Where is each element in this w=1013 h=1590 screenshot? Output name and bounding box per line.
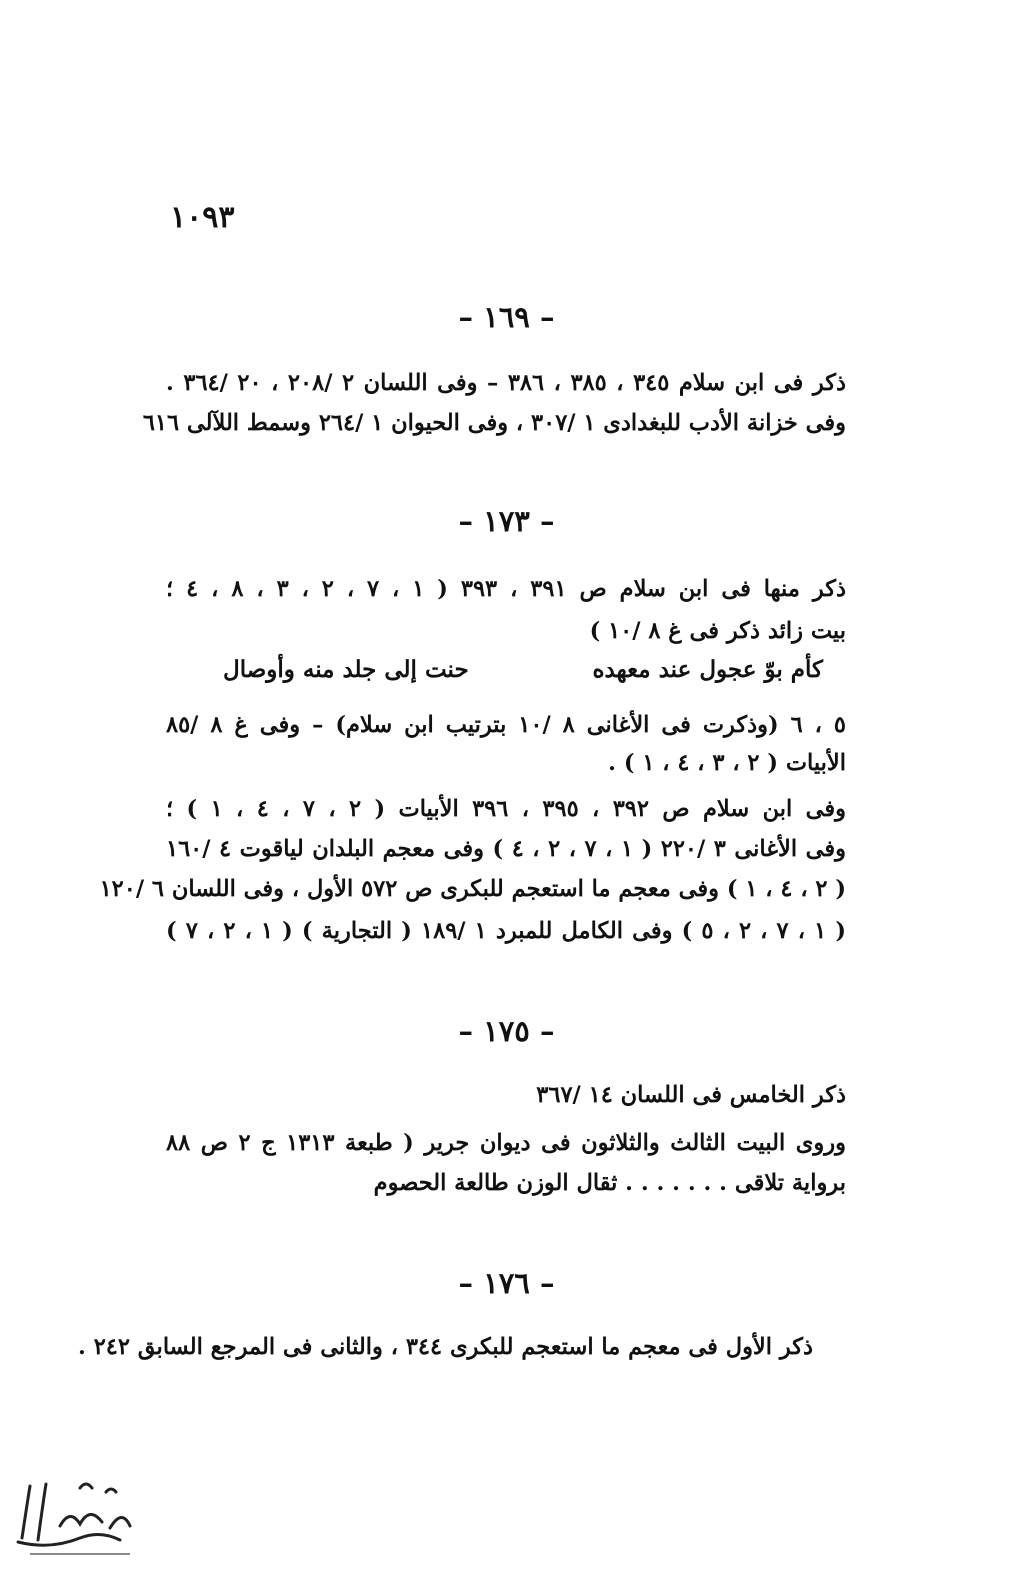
text-line: ذكر الأول فى معجم ما استعجم للبكرى ٣٤٤ ، والثانى فى المرجع السابق ٢٤٢ . [78, 1334, 813, 1360]
text-line: بيت زائد ذكر فى غ ٨ /١٠ ) [589, 618, 846, 644]
text-line: الأبيات ( ٢ ، ٣ ، ٤ ، ١ ) . [608, 750, 846, 776]
text-line: ( ١ ، ٧ ، ٢ ، ٥ ) وفى الكامل للمبرد ١ /١٨٩ ( التجارية ) ( ١ ، ٢ ، ٧ ) [166, 918, 846, 944]
section-heading-173: – ١٧٣ – [458, 504, 555, 538]
text-line: وفى الأغانى ٣ /٢٢٠ ( ١ ، ٧ ، ٢ ، ٤ ) وفى معجم البلدان لياقوت ٤ /١٦٠ [166, 836, 847, 862]
verse-first-hemistich: كأم بوّ عجول عند معهده [592, 656, 823, 683]
section-heading-169: – ١٦٩ – [458, 300, 555, 334]
text-line: وفى ابن سلام ص ٣٩٢ ، ٣٩٥ ، ٣٩٦ الأبيات ( ٢ ، ٧ ، ٤ ، ١ ) ؛ [166, 796, 846, 822]
text-line: برواية تلاقى . . . . . . . ثقال الوزن طالعة الحصوم [373, 1170, 846, 1196]
text-line: ذكر منها فى ابن سلام ص ٣٩١ ، ٣٩٣ ( ١ ، ٧ ، ٢ ، ٣ ، ٨ ، ٤ ؛ [166, 576, 846, 602]
text-line: وفى خزانة الأدب للبغدادى ١ /٣٠٧ ، وفى الحيوان ١ /٢٦٤ وسمط اللآلى ٦١٦ [142, 410, 846, 436]
text-line: ذكر الخامس فى اللسان ١٤ /٣٦٧ [536, 1082, 846, 1108]
text-line: ذكر فى ابن سلام ٣٤٥ ، ٣٨٥ ، ٣٨٦ – وفى اللسان ٢ /٢٠٨ ، ٢٠ /٣٦٤ . [166, 370, 846, 396]
text-line: ٥ ، ٦ (وذكرت فى الأغانى ٨ /١٠ بترتيب ابن سلام) – وفى غ ٨ /٨٥ [166, 712, 846, 738]
poetry-verse [223, 656, 823, 683]
verse-second-hemistich: حنت إلى جلد منه وأوصال [223, 656, 469, 683]
calligraphy-stamp-logo [10, 1468, 145, 1558]
section-heading-175: – ١٧٥ – [458, 1014, 555, 1048]
section-heading-176: – ١٧٦ – [458, 1266, 555, 1300]
page-number: ١٠٩٣ [170, 200, 235, 235]
text-line: وروى البيت الثالث والثلاثون فى ديوان جرير ( طبعة ١٣١٣ ج ٢ ص ٨٨ [166, 1130, 846, 1156]
text-line: ( ٢ ، ٤ ، ١ ) وفى معجم ما استعجم للبكرى ص ٥٧٢ الأول ، وفى اللسان ٦ /١٢٠ [99, 876, 846, 902]
